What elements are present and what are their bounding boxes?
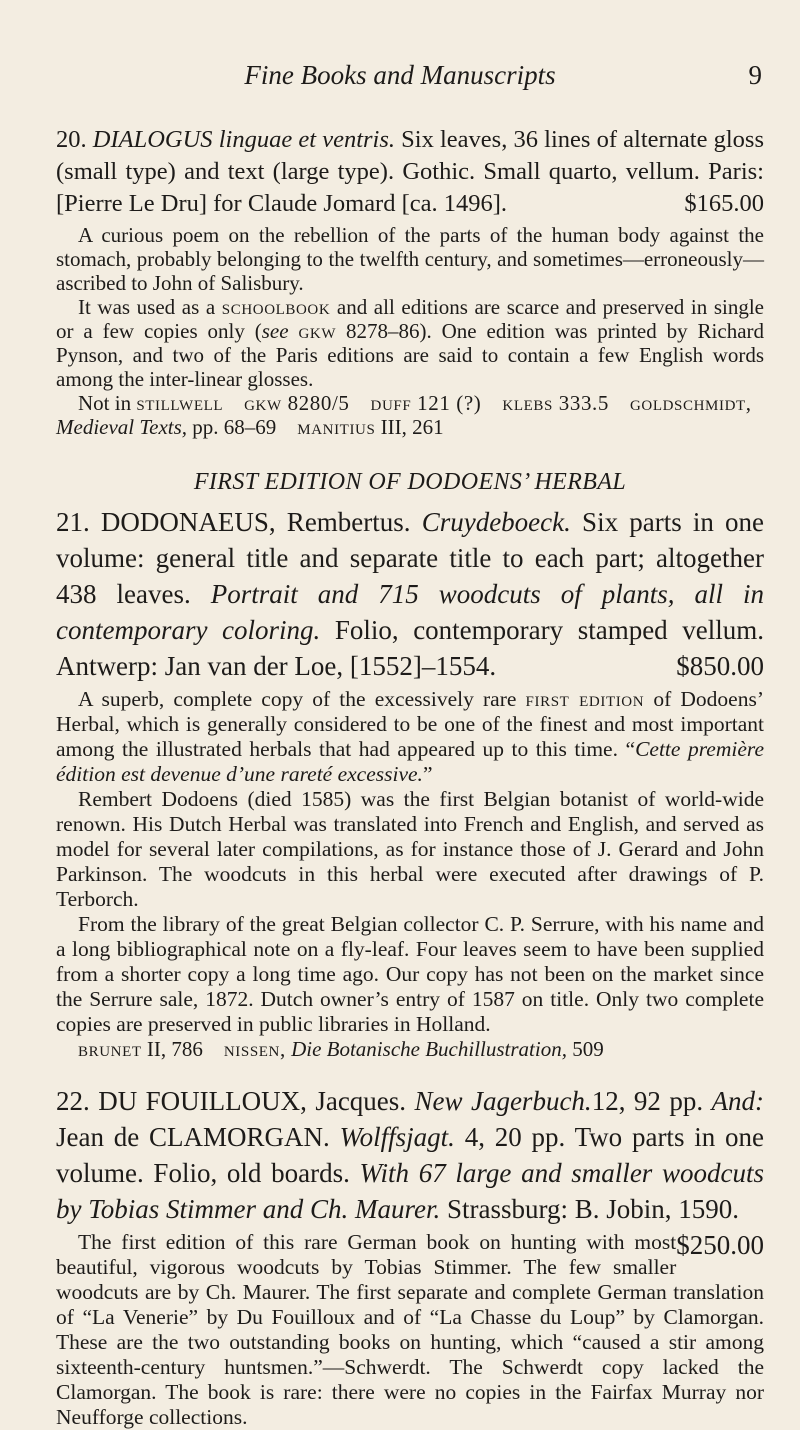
entry-price: $165.00 xyxy=(684,190,764,217)
entry-price: $850.00 xyxy=(676,651,764,681)
entry-20-heading xyxy=(56,124,764,220)
entry-22-heading: 22. DU FOUILLOUX, Jacques. New Jagerbuch.12, 92 pp. And: Jean de CLAMORGAN. Wolffsjagt. 4, 20 pp. Two parts in one volume. Folio, old boards. With 67 large and smaller woodcuts by Tobias Stimmer and Ch. Maurer. Strassburg: B. Jobin, 1590. $250.00 xyxy=(56,1083,764,1227)
entry-20 xyxy=(56,124,764,439)
entry-22 xyxy=(56,1083,764,1430)
entry-author: DU FOUILLOUX, Jacques. xyxy=(98,1086,407,1116)
section-heading: FIRST EDITION OF DODOENS’ HERBAL xyxy=(193,469,627,495)
entry-title: DIALOGUS linguae et ventris. xyxy=(92,126,395,153)
page-number: 9 xyxy=(748,60,762,90)
entry-21-note-1: A superb, complete copy of the excessively rare first edition of Dodoens’ Herbal, which is generally considered to be one of the finest and most important among the illustrated herbals that had appeared up to this time. “Cette première édition est devenue d’une rareté excessive.” xyxy=(56,687,764,786)
entry-21-heading: 21. DODONAEUS, Rembertus. Cruydeboeck. Six parts in one volume: general title and separate title to each part; altogether 438 leaves. Portrait and 715 woodcuts of plants, all in contemporary coloring. Folio, contemporary stamped vellum. Antwerp: Jan van der Loe, [1552]–1554. $850.00 xyxy=(56,504,764,684)
entry-number: 20. xyxy=(56,126,87,153)
entry-title: New Jagerbuch. xyxy=(414,1086,592,1116)
running-title: Fine Books and Manuscripts xyxy=(244,60,556,90)
entry-22-note-1: The first edition of this rare German book on hunting with most beautiful, vigorous woodcuts by Tobias Stimmer. The few smaller woodcuts are by Ch. Maurer. The first separate and complete German translation of “La Venerie” by Du Fouilloux and of “La Chasse du Loup” by Clamorgan. These are the two outstanding books on hunting, which “caused a stir among sixteenth-century huntsmen.”—Schwerdt. The Schwerdt copy lacked the Clamorgan. The book is rare: there were no copies in the Fairfax Murray nor Neufforge collections. xyxy=(56,1230,764,1429)
page-content xyxy=(56,124,764,1430)
entry-21 xyxy=(56,504,764,1061)
entry-20-note-1: A curious poem on the rebellion of the parts of the human body against the stomach, probably belonging to the twelfth century, and sometimes—erroneously—ascribed to John of Salisbury. xyxy=(56,223,764,295)
entry-number: 22. xyxy=(56,1086,90,1116)
entry-20-references: Not in stillwell gkw 8280/5 duff 121 (?) klebs 333.5 goldschmidt, Medieval Texts, pp. 68–69 manitius III, 261 xyxy=(56,391,752,439)
entry-price: $250.00 xyxy=(676,1230,764,1260)
entry-21-note-2: Rembert Dodoens (died 1585) was the first Belgian botanist of world-wide renown. His Dutch Herbal was translated into French and English, and served as model for several later compilations, as for instance those of J. Gerard and John Parkinson. The woodcuts in this herbal were executed after drawings of P. Terborch. xyxy=(56,787,764,911)
entry-author-2: Jean de CLAMORGAN. xyxy=(56,1122,330,1152)
entry-number: 21. xyxy=(56,507,90,537)
entry-21-references: brunet II, 786 nissen, Die Botanische Buchillustration, 509 xyxy=(78,1037,604,1061)
entry-title: Cruydeboeck. xyxy=(421,507,571,537)
entry-description: Six leaves, 36 lines of alternate gloss (small type) and text (large type). Gothic. Small quarto, vellum. Paris: [Pierre Le Dru] for Claude Jomard [ca. 1496]. xyxy=(56,126,764,217)
entry-title-2: Wolffsjagt. xyxy=(339,1122,455,1152)
entry-author: DODONAEUS, Rembertus. xyxy=(100,507,411,537)
entry-20-note-2: It was used as a schoolbook and all editions are scarce and preserved in single or a few copies only (see gkw 8278–86). One edition was printed by Richard Pynson, and two of the Paris editions are said to contain a few English words among the inter-linear glosses. xyxy=(56,295,765,391)
entry-21-note-3: From the library of the great Belgian collector C. P. Serrure, with his name and a long bibliographical note on a fly-leaf. Four leaves seem to have been supplied from a shorter copy a long time ago. Our copy has not been on the market since the Serrure sale, 1872. Dutch owner’s entry of 1587 on title. Only two complete copies are preserved in public libraries in Holland. xyxy=(56,912,764,1036)
